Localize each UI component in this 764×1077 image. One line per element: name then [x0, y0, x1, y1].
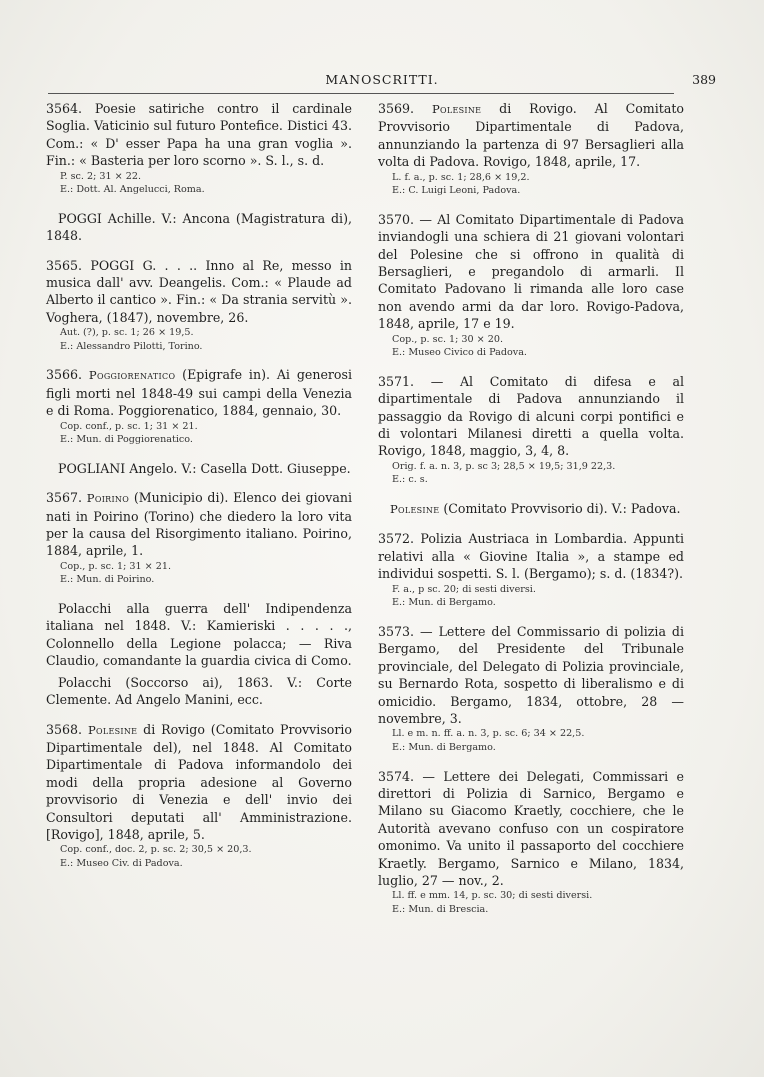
entry-physical-note: Ll. ff. e mm. 14, p. sc. 30; di sesti diversi. — [392, 890, 593, 902]
entry-text: Poesie satiriche contro il cardinale Soglia. Vaticinio sul futuro Pontefice. Distici 43. Com.: « D' esser Papa ha una gran voglia ». Fin.: « Basteria per loro scorno ». S. l., s. d. — [46, 101, 352, 169]
entry-number: 3570. — [378, 211, 415, 227]
entry-physical-note: Ll. e m. n. ff. a. n. 3, p. sc. 6; 34 × 22,5. — [392, 728, 585, 740]
entry-owner-note: E.: Dott. Al. Angelucci, Roma. — [60, 184, 205, 196]
entry-number: 3571. — [378, 373, 415, 389]
entry-owner-note: E.: C. Luigi Leoni, Padova. — [392, 185, 521, 197]
entry-physical-note: Cop. conf., doc. 2, p. sc. 2; 30,5 × 20,3. — [60, 844, 252, 856]
entry-heading: Polesine — [87, 722, 138, 737]
entry-3564 — [46, 100, 352, 197]
entry-owner-note: E.: Museo Civico di Padova. — [392, 347, 527, 359]
running-header — [40, 72, 724, 94]
entry-physical-note: Cop., p. sc. 1; 31 × 21. — [60, 560, 172, 572]
section-title: MANOSCRITTI. — [325, 72, 439, 87]
entry-number: 3568. — [46, 721, 83, 737]
cross-reference: Polacchi alla guerra dell' Indipendenza italiana nel 1848. V.: Kamieriski . . . . ., Colonnello della Legione polacca; — Riva Claudio, comandante la guardia civica di Como. — [46, 601, 352, 669]
entry-physical-note: Cop. conf., p. sc. 1; 31 × 21. — [60, 420, 198, 432]
entry-text: — Al Comitato di difesa e al dipartimentale di Padova annunziando il passaggio da Rovigo di alcuni corpi pontifici e di volontari Milanesi diretti a quella volta. Rovigo, 1848, maggio, 3, 4, 8. — [378, 373, 684, 459]
entry-3567 — [46, 489, 352, 587]
entry-3566 — [46, 366, 352, 446]
entry-text: (Municipio di). Elenco dei giovani nati in Poirino (Torino) che diedero la loro vita per la causa del Risorgimento italiano. Poirino, 1884, aprile, 1. — [46, 490, 352, 559]
entry-physical-note: Cop., p. sc. 1; 30 × 20. — [392, 333, 504, 345]
entry-number: 3574. — [378, 768, 415, 784]
entry-heading: Poirino — [86, 491, 130, 506]
header-rule — [48, 93, 674, 94]
entry-number: 3573. — [378, 623, 415, 639]
cross-reference — [378, 500, 684, 518]
cross-reference-text: (Comitato Provvisorio di). V.: Padova. — [439, 501, 681, 517]
entry-3573 — [378, 623, 684, 755]
entry-owner-note: E.: Mun. di Poggiorenatico. — [60, 434, 193, 446]
entry-text: — Al Comitato Dipartimentale di Padova inviandogli una schiera di 21 giovani volontari del Polesine che si offrono in qualità di Bersaglieri, e pregandolo di armarli. Il Comitato Padovano li rimanda alle loro case non avendo armi da dar loro. Rovigo-Padova, 1848, aprile, 17 e 19. — [378, 211, 684, 332]
entry-text: — Lettere dei Delegati, Commissari e direttori di Polizia di Sarnico, Bergamo e Milano su Giacomo Kraetly, cocchiere, che le Autorità avevano confuso con un cospiratore omonimo. Va unito il passaporto del cocchiere Kraetly. Bergamo, Sarnico e Milano, 1834, luglio, 27 — nov., 2. — [378, 768, 684, 888]
entry-physical-note: Orig. f. a. n. 3, p. sc 3; 28,5 × 19,5; 31,9 22,3. — [392, 460, 616, 472]
entry-number: 3565. — [46, 257, 83, 273]
entry-owner-note: E.: Museo Civ. di Padova. — [60, 857, 183, 869]
entry-3569 — [378, 100, 684, 198]
entry-3568 — [46, 721, 352, 871]
entry-owner-note: E.: Alessandro Pilotti, Torino. — [60, 340, 203, 352]
entry-3572 — [378, 530, 684, 609]
entry-number: 3566. — [46, 367, 83, 383]
cross-reference: Polacchi (Soccorso ai), 1863. V.: Corte Clemente. Ad Angelo Manini, ecc. — [46, 674, 352, 708]
entry-owner-note: E.: Mun. di Bergamo. — [392, 741, 496, 753]
entry-physical-note: L. f. a., p. sc. 1; 28,6 × 19,2. — [392, 171, 530, 183]
entry-owner-note: E.: Mun. di Poirino. — [60, 574, 155, 586]
cross-reference: POGGI Achille. V.: Ancona (Magistratura di), 1848. — [46, 210, 352, 244]
entry-number: 3564. — [46, 101, 83, 116]
entry-3565 — [46, 257, 352, 354]
entry-3570 — [378, 211, 684, 360]
entry-number: 3567. — [46, 490, 83, 506]
entry-heading: Poggiorenatico — [88, 368, 176, 383]
cross-reference: POGLIANI Angelo. V.: Casella Dott. Giuseppe. — [58, 460, 351, 476]
entry-owner-note: E.: Mun. di Brescia. — [392, 903, 489, 915]
entry-3571 — [378, 373, 684, 487]
entry-physical-note: P. sc. 2; 31 × 22. — [60, 170, 141, 182]
entry-heading: Polesine — [431, 102, 482, 116]
entry-text: Polizia Austriaca in Lombardia. Appunti relativi alla « Giovine Italia », a stampe ed individui sospetti. S. l. (Bergamo); s. d. (1834?). — [378, 531, 684, 582]
entry-text: di Rovigo. Al Comitato Provvisorio Dipartimentale di Padova, annunziando la partenza di 97 Bersaglieri alla volta di Padova. Rovigo, 1848, aprile, 17. — [378, 101, 684, 170]
entry-number: 3572. — [378, 531, 415, 547]
cross-reference-heading: Polesine — [390, 502, 440, 517]
entry-physical-note: F. a., p sc. 20; di sesti diversi. — [392, 583, 536, 595]
entry-text: di Rovigo (Comitato Provvisorio Dipartimentale del), nel 1848. Al Comitato Dipartimentale di Padova informandolo dei modi della propria adesione al Governo provvisorio di Venezia e dell' invio dei Consultori deputati all' Amministrazione. [Rovigo], 1848, aprile, 5. — [46, 721, 352, 842]
right-column — [378, 100, 684, 930]
entry-text: (Epigrafe in). Ai generosi figli morti nel 1848-49 sui campi della Venezia e di Roma. Poggiorenatico, 1884, gennaio, 30. — [46, 367, 352, 419]
entry-owner-note: E.: c. s. — [392, 474, 428, 486]
entry-3574 — [378, 768, 684, 917]
entry-physical-note: Aut. (?), p. sc. 1; 26 × 19,5. — [60, 327, 194, 339]
entry-text: POGGI G. . . .. Inno al Re, messo in musica dall' avv. Deangelis. Com.: « Plaude ad Alberto il cantico ». Fin.: « Da strania servitù ». Voghera, (1847), novembre, 26. — [46, 257, 352, 325]
entry-text: — Lettere del Commissario di polizia di Bergamo, del Presidente del Tribunale provinciale, del Delegato di Polizia provinciale, su Bernardo Rota, sospetto di liberalismo e di omicidio. Bergamo, 1834, ottobre, 28 — novembre, 3. — [378, 623, 684, 726]
entry-owner-note: E.: Mun. di Bergamo. — [392, 597, 496, 609]
left-column — [46, 100, 352, 884]
page-number: 389 — [692, 72, 716, 87]
entry-number: 3569. — [378, 101, 415, 116]
